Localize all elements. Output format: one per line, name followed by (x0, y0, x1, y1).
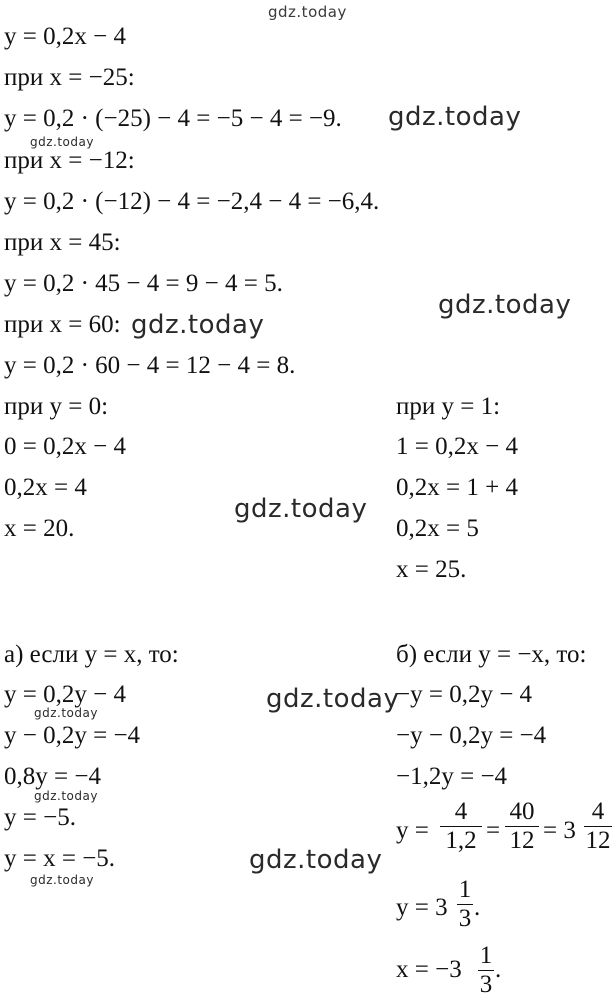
watermark: gdz.today (249, 845, 383, 875)
equals-sign: = (486, 817, 501, 844)
condition-line: при x = 60: (4, 311, 121, 338)
equation-lhs: x = −3 (396, 956, 462, 983)
fraction (584, 798, 612, 855)
equation-lhs: y = (396, 817, 429, 844)
denominator: 3 (479, 971, 493, 998)
equation-line: y = 0,2 · 60 − 4 = 12 − 4 = 8. (4, 352, 296, 379)
denominator: 3 (458, 905, 472, 932)
fraction (505, 798, 539, 855)
equation-line: −1,2y = −4 (396, 763, 508, 790)
watermark: gdz.today (131, 310, 265, 340)
condition-line: при x = −12: (4, 147, 135, 174)
watermark-small: gdz.today (34, 706, 98, 720)
denominator: 1,2 (440, 826, 482, 855)
fraction (440, 798, 482, 855)
equation-line: −y = 0,2y − 4 (396, 681, 533, 708)
denominator: 12 (505, 826, 539, 855)
denominator: 12 (585, 827, 611, 854)
watermark: gdz.today (438, 290, 572, 320)
fraction (457, 876, 473, 933)
watermark: gdz.today (234, 494, 368, 524)
numerator: 4 (454, 798, 468, 825)
period: . (474, 894, 481, 921)
watermark-small: gdz.today (30, 873, 94, 887)
equation-line: y = 0,2y − 4 (4, 681, 126, 708)
equation-line: y = 0,2 · (−25) − 4 = −5 − 4 = −9. (4, 105, 342, 132)
numerator: 40 (509, 798, 535, 825)
condition-line: при y = 1: (396, 393, 501, 420)
part-b-heading: б) если y = −x, то: (396, 641, 587, 668)
condition-line: при x = −25: (4, 64, 135, 91)
numerator: 1 (479, 942, 493, 969)
equation-line: x = 20. (4, 515, 75, 542)
equation-line: 0,2x = 1 + 4 (396, 474, 518, 501)
numerator: 4 (591, 798, 605, 825)
equation-line: y = x = −5. (4, 845, 116, 872)
watermark: gdz.today (266, 684, 400, 714)
equation-line: y = −5. (4, 804, 76, 831)
equation-line: x = 25. (396, 556, 467, 583)
equation-line: 0,2x = 4 (4, 474, 87, 501)
equals-integer: = 3 (543, 817, 576, 844)
equation-line: y − 0,2y = −4 (4, 722, 141, 749)
equation-line: 0 = 0,2x − 4 (4, 433, 126, 460)
condition-line: при x = 45: (4, 229, 121, 256)
equation-line: y = 0,2 · (−12) − 4 = −2,4 − 4 = −6,4. (4, 188, 380, 215)
condition-line: при y = 0: (4, 393, 109, 420)
fraction (478, 942, 494, 999)
period: . (495, 956, 502, 983)
equation-line: 1 = 0,2x − 4 (396, 433, 518, 460)
equation-line: 0,8y = −4 (4, 763, 101, 790)
equation-line: y = 0,2x − 4 (4, 23, 126, 50)
equation-line: y = 0,2 · 45 − 4 = 9 − 4 = 5. (4, 270, 283, 297)
watermark-small: gdz.today (34, 789, 98, 803)
equation-lhs: y = 3 (396, 894, 448, 921)
equation-line: −y − 0,2y = −4 (396, 722, 547, 749)
watermark-small: gdz.today (30, 135, 94, 149)
part-a-heading: а) если y = x, то: (4, 641, 179, 668)
watermark: gdz.today (388, 102, 522, 132)
equation-line: 0,2x = 5 (396, 515, 479, 542)
numerator: 1 (458, 876, 472, 903)
watermark-top: gdz.today (268, 3, 347, 21)
